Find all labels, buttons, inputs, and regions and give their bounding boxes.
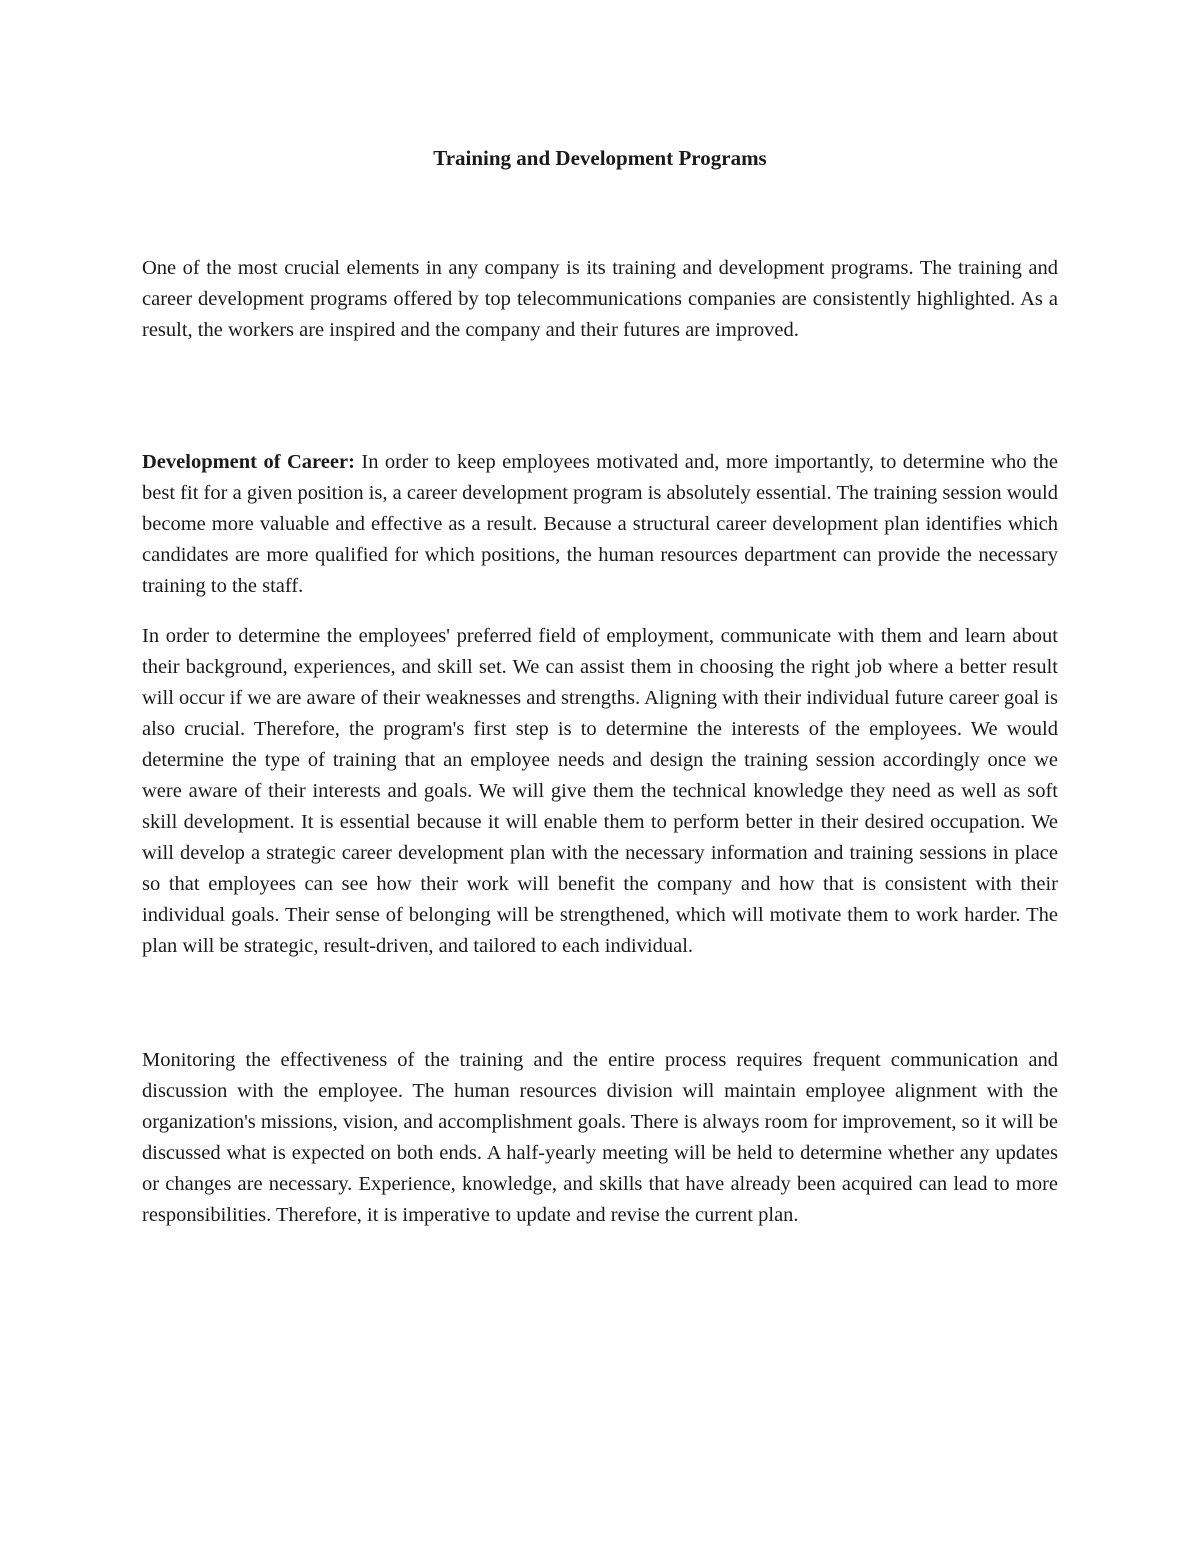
- paragraph-monitoring-text: Monitoring the effectiveness of the training and the entire process requires frequent communication and discussion with the employee. The human resources division will maintain employee alignment with the organization's missions, vision, and accomplishment goals. There is always room for improvement, so it will be discussed what is expected on both ends. A half-yearly meeting will be held to determine whether any updates or changes are necessary. Experience, knowledge, and skills that have already been acquired can lead to more responsibilities. Therefore, it is imperative to update and revise the current plan.: [142, 1049, 1058, 1226]
- paragraph-employee-interests: [142, 621, 1058, 962]
- paragraph-development-of-career-text: In order to keep employees motivated and, more importantly, to determine who the best fit for a given position is, a career development program is absolutely essential. The training session would become more valuable and effective as a result. Because a structural career development plan identifies which candidates are more qualified for which positions, the human resources department can provide the necessary training to the staff.: [142, 451, 1058, 597]
- paragraph-intro: [142, 253, 1058, 346]
- paragraph-monitoring: [142, 1045, 1058, 1231]
- document-title: Training and Development Programs: [433, 146, 767, 170]
- paragraph-intro-text: One of the most crucial elements in any company is its training and development programs. The training and career development programs offered by top telecommunications companies are consistently highlighted. As a result, the workers are inspired and the company and their futures are improved.: [142, 257, 1058, 341]
- paragraph-employee-interests-text: In order to determine the employees' preferred field of employment, communicate with them and learn about their background, experiences, and skill set. We can assist them in choosing the right job where a better result will occur if we are aware of their weaknesses and strengths. Aligning with their individual future career goal is also crucial. Therefore, the program's first step is to determine the interests of the employees. We would determine the type of training that an employee needs and design the training session accordingly once we were aware of their interests and goals. We will give them the technical knowledge they need as well as soft skill development. It is essential because it will enable them to perform better in their desired occupation. We will develop a strategic career development plan with the necessary information and training sessions in place so that employees can see how their work will benefit the company and how that is consistent with their individual goals. Their sense of belonging will be strengthened, which will motivate them to work harder. The plan will be strategic, result-driven, and tailored to each individual.: [142, 625, 1058, 957]
- paragraph-development-of-career: [142, 447, 1058, 602]
- section-heading-development-of-career: Development of Career:: [142, 451, 355, 473]
